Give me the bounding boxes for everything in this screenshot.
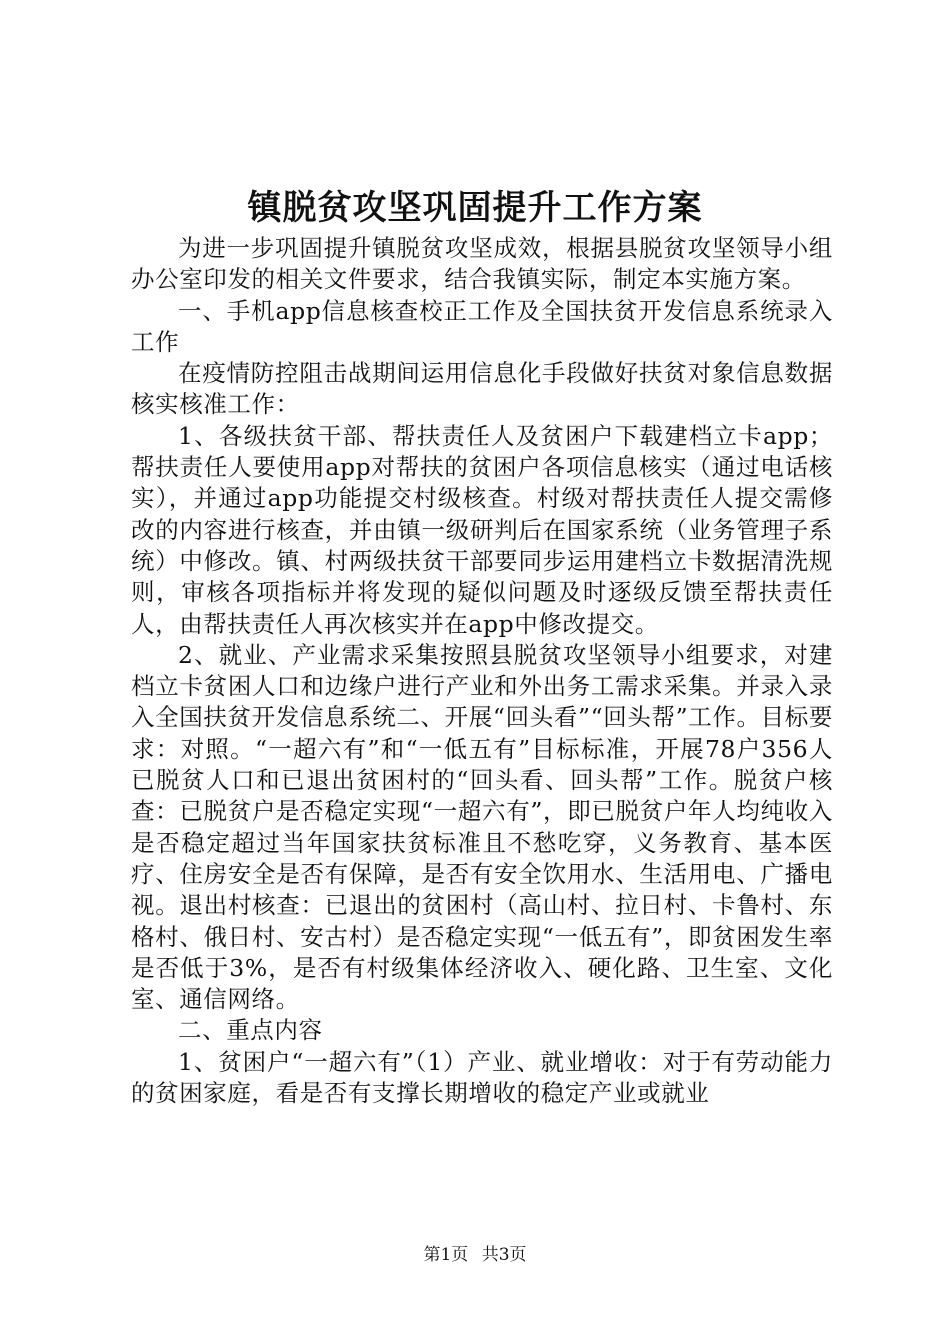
paragraph-key-content: 1、贫困户“一超六有”（1）产业、就业增收：对于有劳动能力的贫困家庭，看是否有支撑长期增收的稳定产业或就业 [131, 1047, 833, 1108]
page-total: 共3页 [481, 1245, 527, 1265]
document-title: 镇脱贫攻坚巩固提升工作方案 [247, 188, 703, 228]
paragraph-item-2: 2、就业、产业需求采集按照县脱贫攻坚领导小组要求，对建档立卡贫困人口和边缘户进行产业和外出务工需求采集。并录入录入全国扶贫开发信息系统二、开展“回头看”“回头帮”工作。目标要求：对照。“一超六有”和“一低五有”目标标准，开展78户356人已脱贫人口和已退出贫困村的“回头看、回头帮”工作。脱贫户核查：已脱贫户是否稳定实现“一超六有”，即已脱贫户年人均纯收入是否稳定超过当年国家扶贫标准且不愁吃穿，义务教育、基本医疗、住房安全是否有保障，是否有安全饮用水、生活用电、广播电视。退出村核查：已退出的贫困村（高山村、拉日村、卡鲁村、东格村、俄日村、安古村）是否稳定实现“一低五有”，即贫困发生率是否低于3%，是否有村级集体经济收入、硬化路、卫生室、文化室、通信网络。 [131, 640, 833, 1014]
heading-section-1: 一、手机app信息核查校正工作及全国扶贫开发信息系统录入工作 [131, 296, 833, 356]
page-footer [0, 1243, 950, 1267]
paragraph-verification: 在疫情防控阻击战期间运用信息化手段做好扶贫对象信息数据核实核准工作： [131, 359, 833, 419]
paragraph-item-1: 1、各级扶贫干部、帮扶责任人及贫困户下载建档立卡app；帮扶责任人要使用app对帮扶的贫困户各项信息核实（通过电话核实），并通过app功能提交村级核查。村级对帮扶责任人提交需修改的内容进行核查，并由镇一级研判后在国家系统（业务管理子系统）中修改。镇、村两级扶贫干部要同步运用建档立卡数据清洗规则，审核各项指标并将发现的疑似问题及时逐级反馈至帮扶责任人，由帮扶责任人再次核实并在app中修改提交。 [131, 421, 833, 638]
document-body [131, 233, 833, 1109]
heading-section-2: 二、重点内容 [178, 1016, 323, 1045]
paragraph-intro: 为进一步巩固提升镇脱贫攻坚成效，根据县脱贫攻坚领导小组办公室印发的相关文件要求，结合我镇实际，制定本实施方案。 [131, 234, 833, 294]
page-number: 第1页 [423, 1245, 469, 1265]
